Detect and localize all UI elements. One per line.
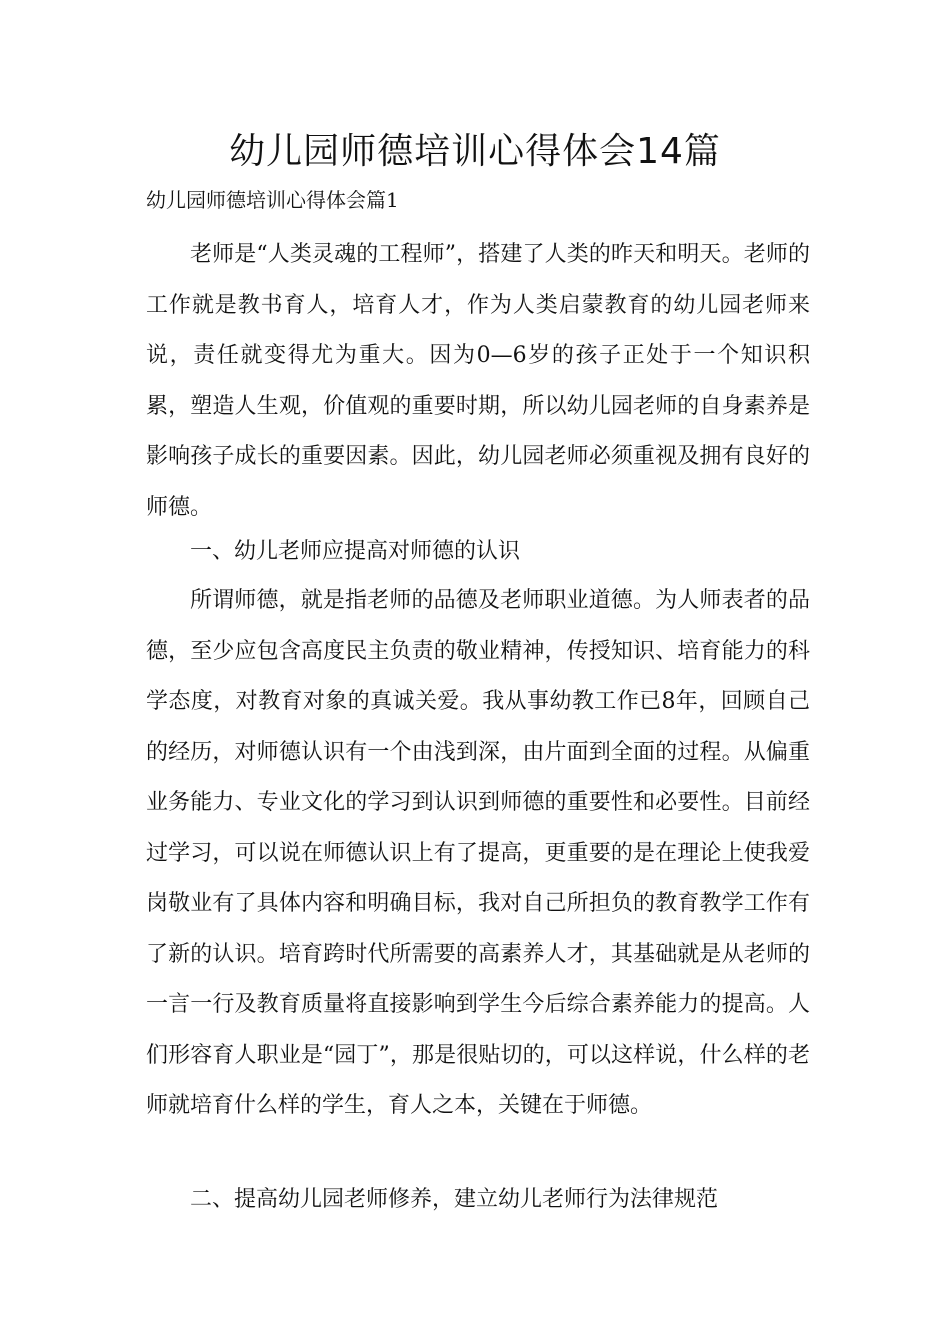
section-heading-1: 一、幼儿老师应提高对师德的认识 (190, 539, 521, 564)
document-title: 幼儿园师德培训心得体会14篇 (229, 131, 721, 172)
paragraph-intro: 老师是“人类灵魂的工程师”，搭建了人类的昨天和明天。老师的工作就是教书育人，培育人才，作为人类启蒙教育的幼儿园老师来说，责任就变得尤为重大。因为0—6岁的孩子正处于一个知识积累，塑造人生观，价值观的重要时期，所以幼儿园老师的自身素养是影响孩子成长的重要因素。因此，幼儿园老师必须重视及拥有良好的师德。 (146, 242, 810, 520)
section-heading-2: 二、提高幼儿园老师修养，建立幼儿老师行为法律规范 (190, 1187, 719, 1212)
article-subtitle: 幼儿园师德培训心得体会篇1 (146, 188, 399, 212)
paragraph-section-1: 所谓师德，就是指老师的品德及老师职业道德。为人师表者的品德，至少应包含高度民主负责的敬业精神，传授知识、培育能力的科学态度，对教育对象的真诚关爱。我从事幼教工作已8年，回顾自己的经历，对师德认识有一个由浅到深，由片面到全面的过程。从偏重业务能力、专业文化的学习到认识到师德的重要性和必要性。目前经过学习，可以说在师德认识上有了提高，更重要的是在理论上使我爱岗敬业有了具体内容和明确目标，我对自己所担负的教育教学工作有了新的认识。培育跨时代所需要的高素养人才，其基础就是从老师的一言一行及教育质量将直接影响到学生今后综合素养能力的提高。人们形容育人职业是“园丁”，那是很贴切的，可以这样说，什么样的老师就培育什么样的学生，育人之本，关键在于师德。 (146, 588, 810, 1118)
